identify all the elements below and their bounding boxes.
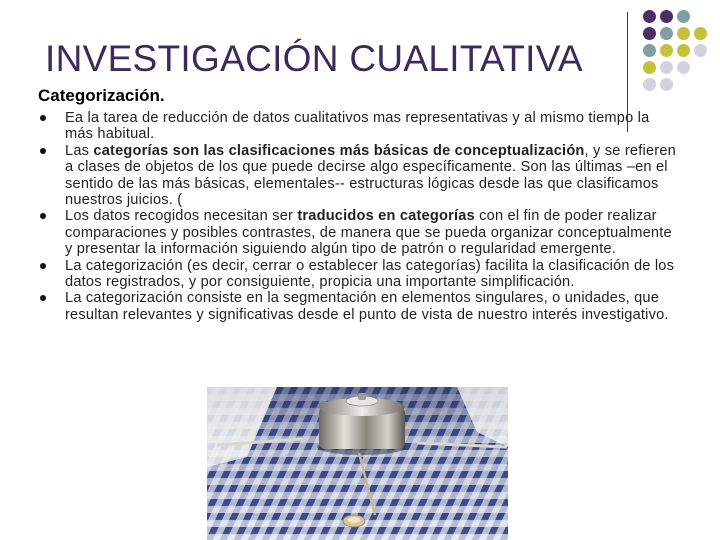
decorative-dot (643, 44, 656, 57)
bullet-dot-icon (40, 115, 46, 121)
decorative-dot (660, 78, 673, 91)
bullet-text: La categorización consiste en la segmentación en elementos singulares, o unidades, que resultan relevantes y significativas desde el punto de vista de nuestro interés investigativo. (65, 290, 669, 323)
decorative-dot (660, 44, 673, 57)
decorative-dot (643, 10, 656, 23)
bullet-text: Los datos recogidos necesitan ser (65, 208, 298, 225)
decorative-dot (643, 61, 656, 74)
decorative-dot (660, 61, 673, 74)
bullet-item (38, 208, 678, 257)
decorative-dot (660, 10, 673, 23)
bullet-text: Ea la tarea de reducción de datos cualitativos mas representativas y al mismo tiempo la más habitual. (65, 110, 650, 143)
bullet-item (38, 143, 678, 209)
decorative-dot (694, 44, 707, 57)
decorative-dot (643, 27, 656, 40)
decorative-dot (677, 61, 690, 74)
decorative-dot-grid (640, 10, 720, 120)
bullet-text: , y se refieren a clases de objetos de los que puede decirse algo específicamente. Son las últimas –en el sentido de las más básicas, elementales-- estructuras lógicas desde las que clasificamos nuestros juicios. ( (65, 142, 676, 209)
bullet-text: con el fin de poder realizar comparaciones y posibles contrastes, de manera que se pueda organizar conceptualmente y presentar la información siguiendo algún tipo de patrón o regularidad emergente. (65, 208, 672, 258)
decorative-dot (677, 44, 690, 57)
bullet-item (38, 258, 678, 291)
bullet-dot-icon (40, 213, 46, 219)
decorative-dot (660, 27, 673, 40)
bullet-bold-text: categorías son las clasificaciones más básicas de conceptualización (93, 142, 585, 159)
bullet-text: Las (65, 142, 94, 159)
decorative-dot (694, 27, 707, 40)
slide-title: INVESTIGACIÓN CUALITATIVA (45, 38, 583, 79)
bullet-dot-icon (40, 263, 46, 269)
bullet-dot-icon (40, 148, 46, 154)
decorative-dot (643, 78, 656, 91)
bullet-item (38, 110, 678, 143)
sugar-bowl-photo (207, 387, 508, 540)
decorative-dot (677, 27, 690, 40)
bullet-dot-icon (40, 295, 46, 301)
decorative-dot (677, 10, 690, 23)
slide-subtitle: Categorización. (38, 86, 165, 105)
bullet-list (38, 110, 678, 323)
bullet-bold-text: traducidos en categorías (297, 208, 475, 225)
bullet-text: La categorización (es decir, cerrar o establecer las categorías) facilita la clasificación de los datos registrados, y por consiguiente, propicia una importante simplificación. (65, 257, 675, 291)
bullet-item (38, 290, 678, 323)
